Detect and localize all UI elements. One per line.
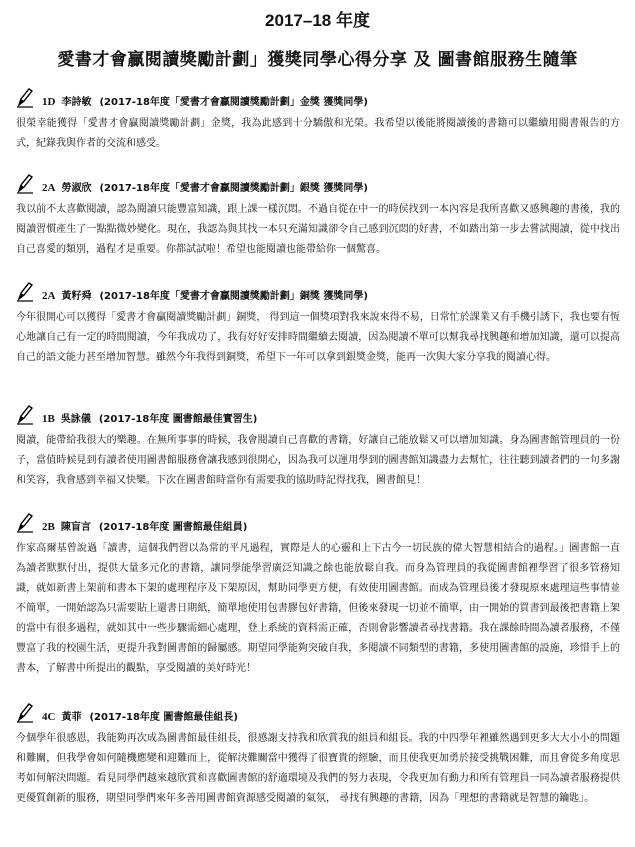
- entry-class: 2A: [42, 182, 56, 194]
- year-title: 2017–18 年度: [265, 11, 370, 30]
- entry-award: (2017-18年度「愛書才會贏閱讀獎勵計劃」銀獎 獲獎同學): [99, 183, 368, 194]
- page-subtitle: 愛書才會贏閱讀獎勵計劃」獲獎同學心得分享 及 圖書館服務生隨筆: [57, 50, 578, 70]
- entry-class: 2A: [42, 290, 56, 302]
- entry-name: 陳盲言: [60, 522, 91, 533]
- entry-name: 李詩敏: [61, 97, 92, 108]
- entry-name: 黃籽舜: [61, 291, 92, 302]
- entry-name: 勞淑欣: [61, 183, 92, 194]
- entry-body: 作家高爾基曾說過「讀書，這個我們習以為常的平凡過程，實際是人的心靈和上下古今一切民族的偉大智慧相結合的過程。」圖書館一直為讀者默默付出，提供大量多元化的書籍，讓同學能學習廣泛知識之餘也能放鬆自我。而身為管理員的我從圖書館裡學習了很多管務知識，就如新書上架前和書本下架的處理程序及下架原因，幫助同學更方便，有效使用圖書館。而成為管理員後才發現原來處理這些事情並不簡單，一開始認為只需要貼上還書日期紙，簡單地使用包書膠包好書籍，但後來發現一切並不簡單，由一開始的買書到最後把書籍上架的當中有很多過程，就如其中一些步驟需細心處理，登上系統的資料需正確，否則會影響讀者尋找書籍。我在課餘時間為讀者服務，不僅豐富了我的校園生活，更提升我對圖書館的歸屬感。期望同學能夠突破自我，多閱讀不同類型的書籍，多使用圖書館的設施，珍惜手上的書本，了解書中所提出的觀點，享受閱讀的美好時光！: [16, 543, 620, 674]
- entry-name: 黃菲: [61, 712, 82, 723]
- pen-icon: [16, 405, 34, 425]
- entry-class: 2B: [42, 521, 55, 533]
- entry-award: (2017-18年度「愛書才會贏閱讀獎勵計劃」銅獎 獲獎同學): [99, 291, 368, 302]
- entry-6: [16, 701, 620, 809]
- entry-class: 1D: [42, 96, 56, 108]
- pen-icon: [16, 282, 34, 302]
- entry-header: [16, 172, 620, 194]
- entry-4: [16, 403, 620, 491]
- entry-5: [16, 511, 620, 679]
- entry-header: [16, 511, 620, 533]
- entry-1: [16, 86, 620, 154]
- entry-award: (2017-18年度「愛書才會贏閱讀獎勵計劃」金獎 獲獎同學): [99, 97, 368, 108]
- entry-header: [16, 86, 620, 108]
- entry-class: 4C: [42, 711, 56, 723]
- entry-class: 1B: [42, 413, 55, 425]
- entry-2: [16, 172, 620, 260]
- entry-body: 今年很開心可以獲得「愛書才會贏閱讀獎勵計劃」銅獎， 得到這一個獎項對我來說來得不易，日常忙於課業又有手機引誘下，我也要有恆心地讓自己有一定的時間閱讀，今年我成功了，我有好好安排時間繼續去閱讀，因為閱讀不單可以幫我尋找興趣和增加知識，還可以提高自己的語文能力甚至增加智慧。雖然今年我得到銅獎，希望下一年可以拿到銀獎金獎，能再一次與大家分享我的閱讀心得。: [16, 312, 620, 363]
- entry-3: [16, 280, 620, 368]
- entry-body: 很榮幸能獲得「愛書才會贏閱讀獎勵計劃」金獎，我為此感到十分驕傲和光榮。我希望以後能將閱讀後的書籍可以繼續用閱書報告的方式，紀錄我與作者的交流和感受。: [16, 118, 620, 149]
- pen-icon: [16, 88, 34, 108]
- entry-header: [16, 701, 620, 723]
- entry-header: [16, 280, 620, 302]
- entry-body: 今個學年很感恩，我能夠再次成為圖書館最佳組長，很感謝支持我和欣賞我的組員和組長。我的中四學年裡雖然遇到更多大大小小的問題和難關，但我學會如何隨機應變和迎難而上，從解決難關當中獲得了很寶貴的經驗，而且使我更加勇於接受挑戰困難，而且會從多角度思考如何解決問題。看見同學們越來越欣賞和喜歡圖書館的舒適環境及我們的努力表現，令我更加有動力和所有管理員一同為讀者服務提供更優質創新的服務，期望同學們來年多善用圖書館資源感受閱讀的氣氛， 尋找有興趣的書籍，因為「理想的書籍就是智慧的鑰匙」。: [16, 733, 620, 804]
- entry-header: [16, 403, 620, 425]
- entry-award: (2017-18年度 圖書館最佳實習生): [98, 414, 258, 425]
- pen-icon: [16, 513, 34, 533]
- entry-award: (2017-18年度 圖書館最佳組員): [98, 522, 248, 533]
- entry-body: 我以前不太喜歡閱讀，認為閱讀只能豐富知識，跟上課一樣沉悶。不過自從在中一的時侯找到一本內容是我所喜歡又感興趣的書後，我的閱讀習慣產生了一點點微妙變化。現在，我認為與其找一本只充滿知識卻令自己感到沉悶的好書，不如踏出第一步去嘗試閱讀，從中找出自己喜愛的類別，過程才是重要。你都試試啦！希望也能閱讀也能帶給你一個驚喜。: [16, 204, 620, 255]
- pen-icon: [16, 174, 34, 194]
- entry-name: 吳詠儀: [60, 414, 91, 425]
- entry-award: (2017-18年度 圖書館最佳組長): [89, 712, 238, 723]
- pen-icon: [16, 703, 34, 723]
- entry-body: 閱讀，能帶給我很大的樂趣。在無所事事的時候，我會閱讀自己喜歡的書籍，好讓自己能放鬆又可以增加知識。身為圖書館管理員的一份子，當值時候見到有讀者使用圖書館服務會讓我感到很開心，因為我可以運用學到的圖書館知識盡力去幫忙，往往聽到讀者們的一句多謝和笑容，我會感到幸福又快樂。下次在圖書館時當你有需要我的協助時記得找我，圖書館見！: [16, 435, 620, 486]
